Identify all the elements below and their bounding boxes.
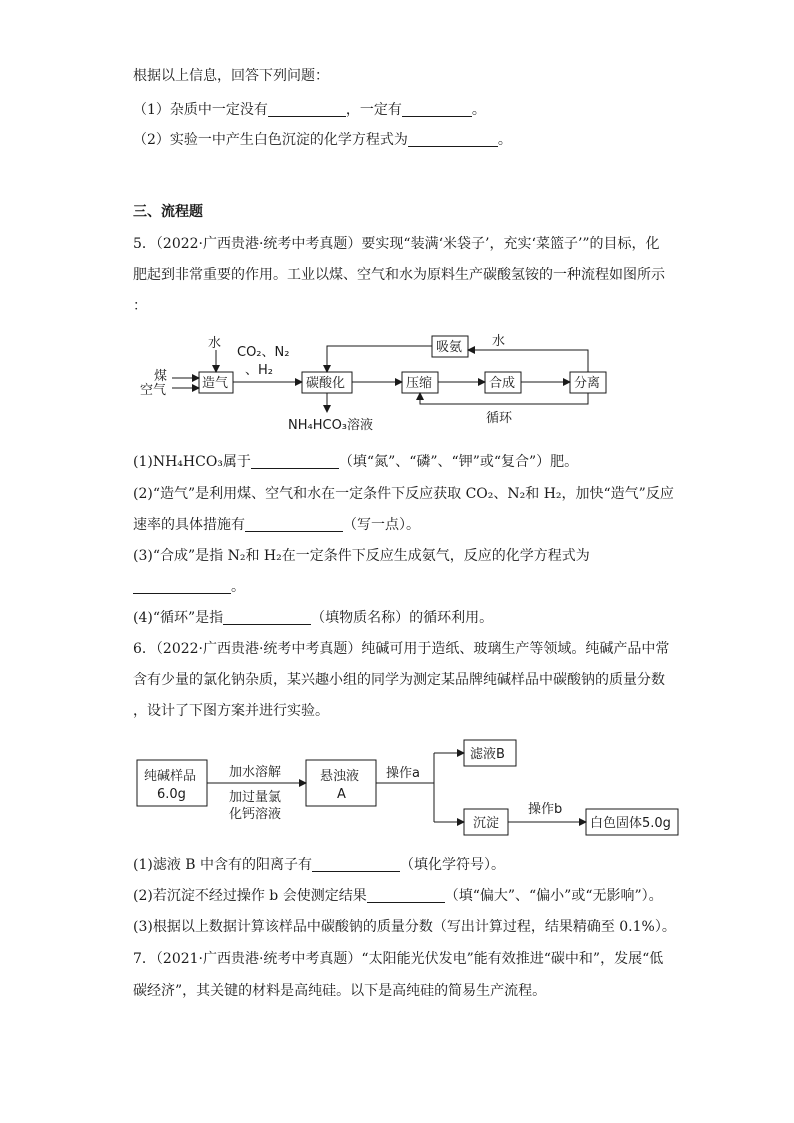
answer-blank[interactable] — [408, 132, 498, 147]
question-5-3-line-2 — [133, 577, 245, 597]
question-4-2 — [133, 130, 512, 150]
label-zaoqi: 造气 — [202, 376, 229, 391]
question-6-2 — [133, 886, 663, 906]
question-5-2-line-2 — [133, 515, 420, 535]
q6-2-text-a: (2)若沉淀不经过操作 b 会使测定结果 — [133, 888, 367, 904]
question-6-line-1: 6．（2022·广西贵港·统考中考真题）纯碱可用于造纸、玻璃生产等领域。纯碱产品中常 — [133, 641, 670, 657]
q5-2-text-b: （写一点）。 — [343, 517, 420, 533]
q4-1-text-a: （1）杂质中一定没有 — [133, 102, 268, 118]
answer-blank[interactable] — [312, 857, 400, 872]
label-air: 空气 — [140, 383, 167, 398]
answer-blank[interactable] — [251, 454, 339, 469]
question-5-line-3: ： — [133, 298, 147, 314]
label-suspension-2: A — [337, 787, 346, 802]
question-5-line-1: 5．（2022·广西贵港·统考中考真题）要实现“装满‘米袋子’，充实‘菜篮子’”的目标，化 — [133, 236, 660, 252]
label-solid: 白色固体5.0g — [590, 816, 671, 831]
answer-blank[interactable] — [133, 579, 231, 594]
answer-blank[interactable] — [223, 610, 311, 625]
label-filtrate: 滤液B — [470, 747, 505, 762]
question-5-1 — [133, 452, 578, 472]
label-dissolve: 加水溶解 — [229, 765, 282, 780]
question-7-line-2: 碳经济”，其关键的材料是高纯硅。以下是高纯硅的简易生产流程。 — [133, 983, 547, 999]
q6-1-text-b: （填化学符号）。 — [400, 857, 506, 873]
q6-2-text-b: （填“偏大”、“偏小”或“无影响”）。 — [444, 888, 663, 904]
q5-2-text-a: 速率的具体措施有 — [133, 517, 245, 533]
q4-1-text-c: 。 — [471, 102, 486, 118]
question-5-3-line-1: (3)“合成”是指 N₂和 H₂在一定条件下反应生成氨气，反应的化学方程式为 — [133, 548, 590, 564]
label-xunhuan: 循环 — [486, 411, 513, 426]
flow-diagram-2 — [130, 734, 690, 846]
label-fenli: 分离 — [574, 376, 601, 391]
label-suspension-1: 悬浊液 — [320, 769, 360, 784]
q5-4-text-a: (4)“循环”是指 — [133, 610, 224, 626]
label-reagent-1: 加过量氯 — [229, 790, 282, 805]
label-gases-1: CO₂、N₂ — [237, 345, 290, 360]
label-sample-2: 6.0g — [157, 787, 186, 802]
q5-1-text-b: （填“氮”、“磷”、“钾”或“复合”）肥。 — [338, 454, 579, 470]
label-tansuanhua: 碳酸化 — [306, 376, 346, 391]
question-5-4 — [133, 608, 493, 628]
question-5-2-line-1: (2)“造气”是利用煤、空气和水在一定条件下反应获取 CO₂、N₂和 H₂，加快“造气”反应 — [133, 486, 674, 502]
question-6-1 — [133, 855, 505, 875]
label-op-a: 操作a — [386, 766, 420, 781]
q6-1-text-a: (1)滤液 B 中含有的阳离子有 — [133, 857, 313, 873]
q4-2-text-a: （2）实验一中产生白色沉淀的化学方程式为 — [133, 132, 408, 148]
label-reagent-2: 化钙溶液 — [229, 807, 282, 822]
label-hecheng: 合成 — [489, 376, 516, 391]
answer-blank[interactable] — [367, 888, 445, 903]
question-4-1 — [133, 100, 486, 120]
label-water-back: 水 — [492, 334, 506, 349]
answer-blank[interactable] — [268, 102, 346, 117]
q5-1-text-a: (1)NH₄HCO₃属于 — [133, 454, 251, 470]
label-yasuo: 压缩 — [406, 376, 433, 391]
answer-blank[interactable] — [245, 517, 343, 532]
flow-diagram-1 — [130, 328, 630, 440]
question-6-line-3: ，设计了下图方案并进行实验。 — [133, 703, 329, 719]
q5-3-text-end: 。 — [231, 579, 245, 595]
question-7-line-1: 7．（2021·广西贵港·统考中考真题）“太阳能光伏发电”能有效推进“碳中和”，发展“低 — [133, 951, 664, 967]
label-water-in: 水 — [208, 336, 222, 351]
intro-text: 根据以上信息，回答下列问题： — [133, 68, 329, 84]
answer-blank[interactable] — [402, 102, 472, 117]
q4-1-text-b: ，一定有 — [345, 102, 402, 118]
label-sample-1: 纯碱样品 — [144, 769, 197, 784]
question-5-line-2: 肥起到非常重要的作用。工业以煤、空气和水为原料生产碳酸氢铵的一种流程如图所示 — [133, 267, 665, 283]
q5-4-text-b: （填物质名称）的循环利用。 — [311, 610, 494, 626]
label-precipitate: 沉淀 — [473, 816, 500, 831]
question-6-line-2: 含有少量的氯化钠杂质，某兴趣小组的同学为测定某品牌纯碱样品中碳酸钠的质量分数 — [133, 672, 665, 688]
label-product: NH₄HCO₃溶液 — [288, 418, 374, 433]
section-heading: 三、流程题 — [133, 204, 203, 220]
label-coal: 煤 — [154, 369, 168, 384]
label-xian: 吸氨 — [436, 340, 463, 355]
q4-2-text-b: 。 — [497, 132, 512, 148]
label-gases-2: 、H₂ — [245, 363, 273, 378]
question-6-3: (3)根据以上数据计算该样品中碳酸钠的质量分数（写出计算过程，结果精确至 0.1%）。 — [133, 919, 676, 935]
label-op-b: 操作b — [528, 802, 563, 817]
